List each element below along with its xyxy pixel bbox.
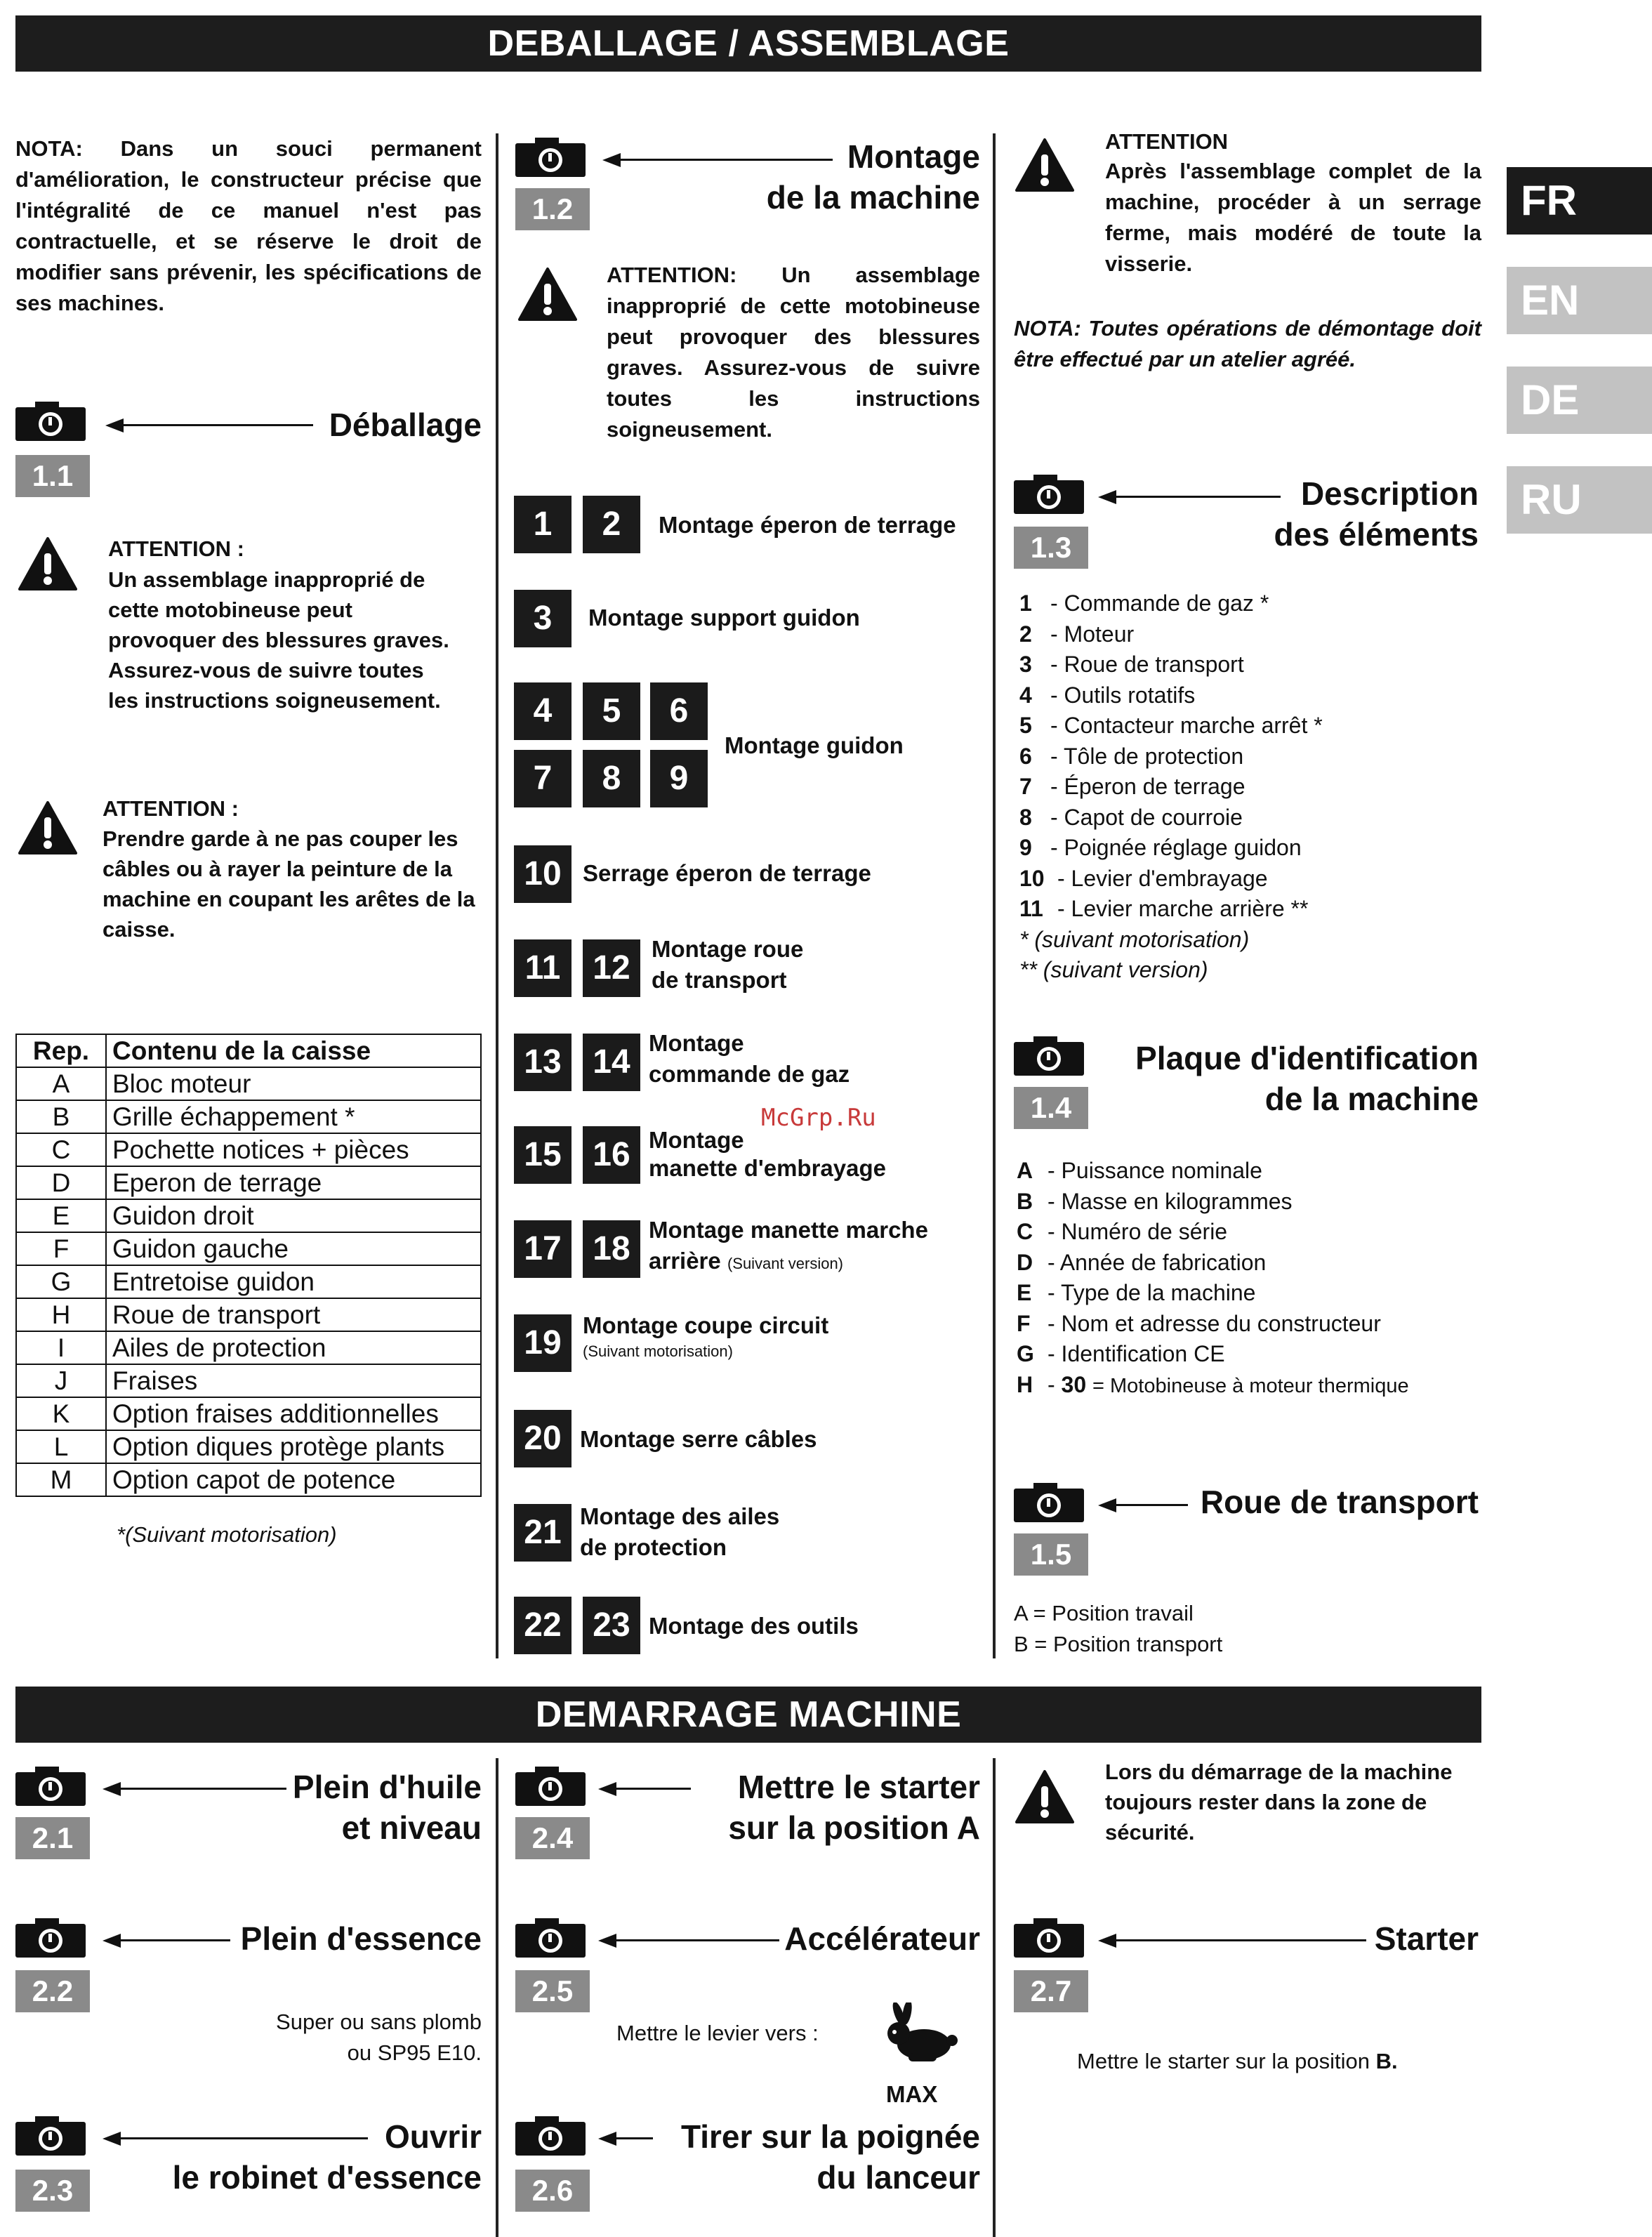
list-value: Outils rotatifs — [1064, 682, 1196, 708]
warning-icon — [18, 800, 77, 855]
list-value: Identification CE — [1061, 1341, 1225, 1366]
list-key: 7 — [1019, 774, 1032, 799]
warning-text: Prendre garde à ne pas couper les câbles ou à rayer la peinture de la machine en coupant les arêtes de la caisse. — [103, 826, 475, 942]
list-item: 9 - Poignée réglage guidon — [1019, 833, 1476, 864]
step-label: de transport — [652, 967, 787, 993]
step-label: manette d'embrayage — [649, 1155, 886, 1181]
step-badge: 3 — [514, 590, 571, 647]
list-value: Année de fabrication — [1059, 1249, 1267, 1275]
warning-icon — [518, 267, 577, 322]
table-cell: G — [16, 1265, 106, 1298]
step-label: arrière — [649, 1248, 721, 1274]
list-item: B - Masse en kilogrammes — [1017, 1187, 1480, 1218]
step-title: Starter — [1374, 1920, 1479, 1957]
step-badge: 19 — [514, 1314, 571, 1372]
warning-title: ATTENTION : — [103, 796, 239, 821]
table-row — [16, 1232, 481, 1265]
step-number: 1.3 — [1014, 527, 1088, 569]
step-badge: 5 — [583, 682, 640, 740]
step-label: Montage des outils — [649, 1613, 859, 1639]
warning-icon — [1015, 138, 1074, 192]
step-number: 2.5 — [515, 1970, 590, 2012]
list-item: 4 - Outils rotatifs — [1019, 680, 1476, 711]
warning-text: ATTENTION: Un assemblage inapproprié de cette motobineuse peut provoquer des blessures graves. Assurez-vous de suivre toutes les instructions soigneusement. — [607, 263, 980, 442]
list-item: 1 - Commande de gaz * — [1019, 588, 1476, 619]
table-cell: Pochette notices + pièces — [106, 1133, 481, 1166]
list-key: 9 — [1019, 835, 1032, 860]
starter-position: B. — [1375, 2049, 1398, 2073]
step-title: Montage — [847, 138, 980, 175]
list-item: 5 - Contacteur marche arrêt * — [1019, 711, 1476, 741]
table-cell: Bloc moteur — [106, 1067, 481, 1100]
camera-icon — [15, 1767, 86, 1806]
list-item: F - Nom et adresse du constructeur — [1017, 1309, 1480, 1340]
arrow-line — [614, 2137, 653, 2139]
step-badge: 13 — [514, 1034, 571, 1091]
table-row — [16, 1331, 481, 1364]
list-item: G - Identification CE — [1017, 1339, 1480, 1370]
list-key: C — [1017, 1219, 1033, 1244]
list-key: 4 — [1019, 682, 1032, 708]
step-badge: 17 — [514, 1220, 571, 1278]
step-badge: 14 — [583, 1034, 640, 1091]
step-badge: 16 — [583, 1126, 640, 1184]
list-item: 2 - Moteur — [1019, 619, 1476, 650]
max-label: MAX — [886, 2081, 938, 2107]
step-badge: 15 — [514, 1126, 571, 1184]
table-cell: Ailes de protection — [106, 1331, 481, 1364]
step-title: et niveau — [341, 1809, 482, 1846]
step-title: des éléments — [1274, 516, 1479, 553]
nota-text: NOTA: Toutes opérations de démontage doit être effectué par un atelier agréé. — [1014, 316, 1481, 371]
table-cell: Option capot de potence — [106, 1463, 481, 1496]
step-title: Plein d'huile — [292, 1769, 482, 1805]
watermark: McGrp.Ru — [761, 1104, 876, 1132]
list-key: 10 — [1019, 865, 1045, 891]
list-value: Tôle de protection — [1063, 743, 1244, 769]
table-cell: D — [16, 1166, 106, 1199]
list-key: G — [1017, 1341, 1034, 1366]
list-value: Levier d'embrayage — [1071, 865, 1268, 891]
step-title: Accélérateur — [784, 1920, 980, 1957]
table-cell: Grille échappement * — [106, 1100, 481, 1133]
list-key: 3 — [1019, 652, 1032, 677]
list-item: 6 - Tôle de protection — [1019, 741, 1476, 772]
list-value: Commande de gaz * — [1064, 590, 1269, 616]
table-cell: B — [16, 1100, 106, 1133]
contents-table — [15, 1034, 482, 1497]
column-divider — [496, 133, 498, 1658]
list-value: Masse en kilogrammes — [1061, 1188, 1293, 1214]
column-divider — [993, 1758, 996, 2237]
table-cell: Option diques protège plants — [106, 1430, 481, 1463]
list-value: Type de la machine — [1060, 1280, 1256, 1305]
table-row — [16, 1265, 481, 1298]
warning-title: ATTENTION : — [108, 536, 245, 561]
step-badge: 7 — [514, 750, 571, 807]
step-sublabel: (Suivant version) — [727, 1255, 844, 1272]
list-key: 6 — [1019, 743, 1032, 769]
list-item: 7 - Éperon de terrage — [1019, 772, 1476, 803]
step-badge: 12 — [583, 939, 640, 997]
list-key: D — [1017, 1249, 1033, 1275]
arrow-line — [121, 424, 313, 426]
list-key: H — [1017, 1371, 1033, 1397]
step-label: Montage coupe circuit — [583, 1312, 829, 1338]
starter-note — [1077, 2046, 1498, 2076]
camera-icon — [1014, 1918, 1084, 1958]
table-cell: F — [16, 1232, 106, 1265]
step-label: Montage support guidon — [588, 605, 860, 631]
table-header: Contenu de la caisse — [106, 1034, 481, 1067]
step-title: Ouvrir — [384, 2118, 482, 2155]
warning-text: Après l'assemblage complet de la machine, procéder à un serrage ferme, mais modéré de toute la visserie. — [1105, 159, 1481, 276]
step-title: sur la position A — [728, 1809, 980, 1846]
table-cell: L — [16, 1430, 106, 1463]
table-cell: A — [16, 1067, 106, 1100]
step-sublabel: (Suivant motorisation) — [583, 1342, 733, 1360]
step-title: Roue de transport — [1200, 1484, 1479, 1520]
camera-icon — [515, 1767, 586, 1806]
step-number: 2.7 — [1014, 1970, 1088, 2012]
list-item: H - 30 = Motobineuse à moteur thermique — [1017, 1370, 1480, 1402]
list-note: ** (suivant version) — [1019, 957, 1208, 982]
list-value: = Motobineuse à moteur thermique — [1092, 1374, 1409, 1397]
step-badge: 8 — [583, 750, 640, 807]
step-label: de protection — [580, 1534, 727, 1560]
rabbit-icon — [878, 2002, 962, 2067]
list-key: A — [1017, 1158, 1033, 1183]
starter-note-text: Mettre le starter sur la position — [1077, 2049, 1370, 2073]
camera-icon — [1014, 1483, 1084, 1522]
step-badge: 10 — [514, 845, 571, 903]
camera-icon — [515, 138, 586, 177]
table-row — [16, 1364, 481, 1397]
step-title: Tirer sur la poignée — [680, 2118, 980, 2155]
warning-text: Un assemblage inapproprié de cette motobineuse peut provoquer des blessures graves. Assurez-vous de suivre toutes les instructions soigneusement. — [108, 567, 449, 713]
table-row — [16, 1463, 481, 1496]
nota-text: NOTA: Dans un souci permanent d'amélioration, le constructeur précise que l'intégralité de ce manuel n'est pas contractuelle, et se réserve le droit de modifier sans prévenir, les spécifications de ses machines. — [15, 136, 482, 315]
step-title: de la machine — [1264, 1081, 1479, 1117]
lang-tab-fr[interactable]: FR — [1507, 167, 1652, 235]
step-label: Montage — [649, 1030, 744, 1056]
step-badge: 20 — [514, 1410, 571, 1467]
step-title: le robinet d'essence — [172, 2159, 482, 2196]
column-divider — [993, 133, 996, 1658]
warning-icon — [18, 536, 77, 591]
step-number: 1.2 — [515, 188, 590, 230]
step-label: commande de gaz — [649, 1061, 850, 1087]
list-value: Éperon de terrage — [1064, 774, 1245, 799]
step-label: Montage des ailes — [580, 1503, 780, 1529]
list-item: A - Puissance nominale — [1017, 1156, 1480, 1187]
step-title: Description — [1300, 475, 1479, 512]
table-cell: Guidon gauche — [106, 1232, 481, 1265]
step-title: Mettre le starter — [737, 1769, 980, 1805]
table-row — [16, 1100, 481, 1133]
step-label: Montage guidon — [725, 732, 904, 758]
list-key: B — [1017, 1188, 1033, 1214]
camera-icon — [515, 1918, 586, 1958]
step-badge: 23 — [583, 1597, 640, 1654]
step-badge: 2 — [583, 496, 640, 553]
table-cell: Fraises — [106, 1364, 481, 1397]
list-key: 11 — [1019, 896, 1043, 921]
step-badge: 18 — [583, 1220, 640, 1278]
list-value: Poignée réglage guidon — [1064, 835, 1302, 860]
step-number: 2.3 — [15, 2170, 90, 2212]
warning-title: ATTENTION — [1105, 129, 1229, 154]
list-item: 8 - Capot de courroie — [1019, 803, 1476, 833]
list-item: D - Année de fabrication — [1017, 1248, 1480, 1279]
step-badge: 6 — [650, 682, 708, 740]
step-title: Plein d'essence — [240, 1920, 482, 1957]
camera-icon — [15, 402, 86, 441]
step-number: 2.2 — [15, 1970, 90, 2012]
table-cell: C — [16, 1133, 106, 1166]
warning-icon — [1015, 1769, 1074, 1824]
step-number: 2.1 — [15, 1817, 90, 1859]
table-cell: E — [16, 1199, 106, 1232]
list-value: Levier marche arrière ** — [1071, 896, 1309, 921]
warning-text: Lors du démarrage de la machine toujours rester dans la zone de sécurité. — [1105, 1760, 1453, 1845]
position-a: A = Position travail — [1014, 1601, 1194, 1625]
step-label: Montage serre câbles — [580, 1426, 817, 1452]
list-note: * (suivant motorisation) — [1019, 926, 1250, 952]
step-number: 1.5 — [1014, 1533, 1088, 1576]
arrow-line — [1114, 1504, 1188, 1506]
step-title: de la machine — [766, 179, 980, 216]
step-label: Montage — [649, 1127, 744, 1153]
fuel-note: Super ou sans plomb — [276, 2010, 482, 2034]
list-value: Numéro de série — [1061, 1219, 1228, 1244]
table-header: Rep. — [16, 1034, 106, 1067]
banner-deballage: DEBALLAGE / ASSEMBLAGE — [15, 15, 1481, 72]
table-row — [16, 1298, 481, 1331]
step-title: Plaque d'identification — [1135, 1040, 1479, 1076]
step-badge: 1 — [514, 496, 571, 553]
lang-tab-ru[interactable]: RU — [1507, 466, 1652, 534]
table-row — [16, 1067, 481, 1100]
list-item: C - Numéro de série — [1017, 1217, 1480, 1248]
step-label: Serrage éperon de terrage — [583, 860, 871, 886]
table-cell: M — [16, 1463, 106, 1496]
list-value: Moteur — [1064, 621, 1135, 647]
table-cell: J — [16, 1364, 106, 1397]
table-cell: I — [16, 1331, 106, 1364]
list-key: F — [1017, 1310, 1031, 1336]
step-label: Montage manette marche — [649, 1217, 928, 1243]
step-title: du lanceur — [817, 2159, 980, 2196]
column-divider — [496, 1758, 498, 2237]
list-key: 1 — [1019, 590, 1032, 616]
step-number: 2.6 — [515, 2170, 590, 2212]
camera-icon — [15, 2116, 86, 2156]
list-value: Contacteur marche arrêt * — [1064, 713, 1323, 738]
step-label: Montage roue — [652, 936, 804, 962]
step-number: 1.1 — [15, 455, 90, 497]
list-value: Puissance nominale — [1061, 1158, 1262, 1183]
list-key: E — [1017, 1280, 1032, 1305]
table-row — [16, 1199, 481, 1232]
step-number: 1.4 — [1014, 1087, 1088, 1129]
list-value: Capot de courroie — [1064, 804, 1243, 830]
table-row — [16, 1397, 481, 1430]
table-cell: K — [16, 1397, 106, 1430]
plaque-list — [1017, 1156, 1480, 1401]
list-key: 8 — [1019, 804, 1032, 830]
list-value: Nom et adresse du constructeur — [1061, 1310, 1381, 1336]
table-cell: Entretoise guidon — [106, 1265, 481, 1298]
table-row — [16, 1430, 481, 1463]
position-b: B = Position transport — [1014, 1632, 1223, 1656]
table-cell: Roue de transport — [106, 1298, 481, 1331]
table-note: *(Suivant motorisation) — [117, 1522, 337, 1547]
table-cell: Eperon de terrage — [106, 1166, 481, 1199]
list-item: E - Type de la machine — [1017, 1278, 1480, 1309]
throttle-note: Mettre le levier vers : — [616, 2021, 819, 2045]
camera-icon — [1014, 475, 1084, 514]
table-cell: H — [16, 1298, 106, 1331]
step-label: Montage éperon de terrage — [659, 512, 956, 538]
step-badge: 4 — [514, 682, 571, 740]
table-cell: Guidon droit — [106, 1199, 481, 1232]
step-label-line — [649, 1246, 983, 1279]
list-item: 3 - Roue de transport — [1019, 649, 1476, 680]
arrow-line — [1114, 1939, 1366, 1941]
table-row — [16, 1133, 481, 1166]
list-item: 10 - Levier d'embrayage — [1019, 864, 1476, 895]
camera-icon — [1014, 1036, 1084, 1076]
step-badge: 21 — [514, 1504, 571, 1562]
list-key: 2 — [1019, 621, 1032, 647]
banner-demarrage: DEMARRAGE MACHINE — [15, 1687, 1481, 1743]
step-badge: 11 — [514, 939, 571, 997]
elements-list — [1019, 588, 1476, 986]
step-badge: 22 — [514, 1597, 571, 1654]
list-key: 5 — [1019, 713, 1032, 738]
list-value: Roue de transport — [1064, 652, 1244, 677]
fuel-note: ou SP95 E10. — [347, 2040, 482, 2065]
step-badge: 9 — [650, 750, 708, 807]
camera-icon — [515, 2116, 586, 2156]
lang-tab-de[interactable]: DE — [1507, 367, 1652, 434]
step-number: 2.4 — [515, 1817, 590, 1859]
table-cell: Option fraises additionnelles — [106, 1397, 481, 1430]
table-row — [16, 1166, 481, 1199]
camera-icon — [15, 1918, 86, 1958]
lang-tab-en[interactable]: EN — [1507, 267, 1652, 334]
step-title: Déballage — [329, 407, 482, 443]
list-item: 11 - Levier marche arrière ** — [1019, 894, 1476, 925]
table-header-row — [16, 1034, 481, 1067]
list-value-number: 30 — [1061, 1371, 1087, 1397]
